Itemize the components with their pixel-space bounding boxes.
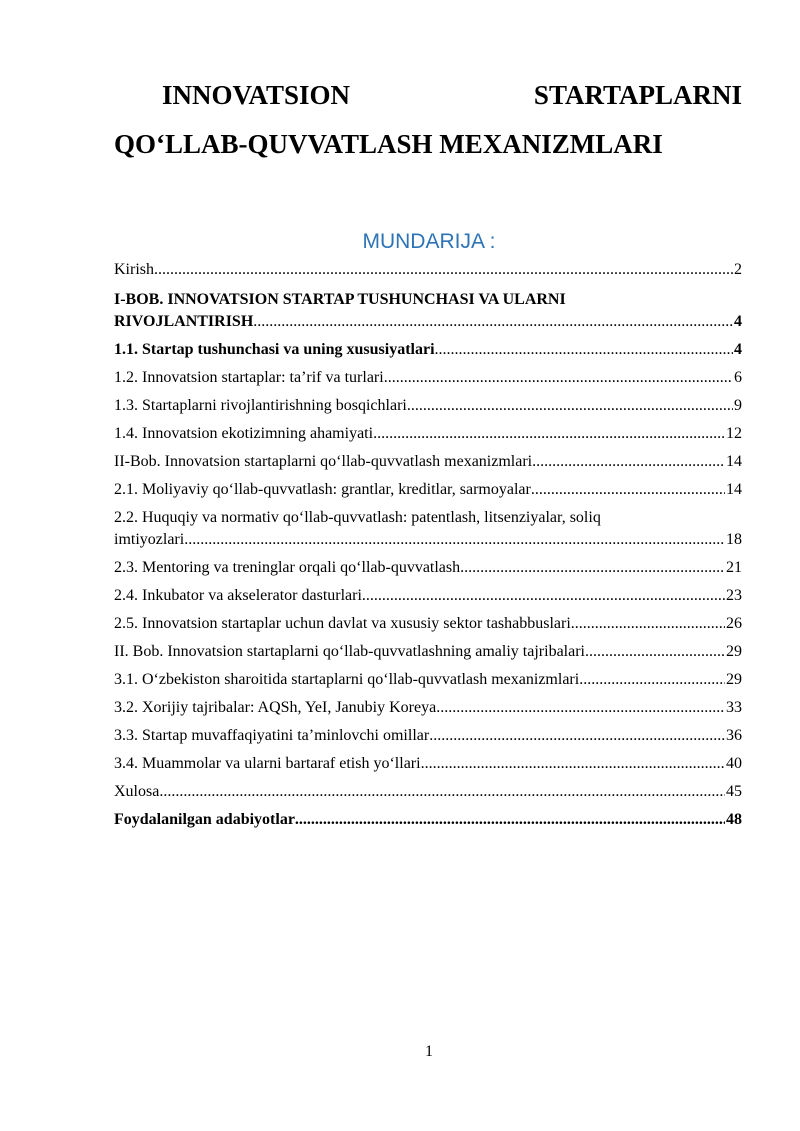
toc-entry-title: 1.2. Innovatsion startaplar: ta’rif va turlari xyxy=(114,369,384,386)
document-title-line-2: QO‘LLAB-QUVVATLASH MEXANIZMLARI xyxy=(114,129,663,159)
toc-entry-title: imtiyozlari xyxy=(114,531,185,548)
toc-entry-title: 3.1. O‘zbekiston sharoitida startaplarni qo‘llab-quvvatlash mexanizmlari xyxy=(114,671,580,688)
toc-leader-dots xyxy=(384,367,733,389)
toc-entry-title: 2.5. Innovatsion startaplar uchun davlat va xususiy sektor tashabbuslari xyxy=(114,615,571,632)
toc-entry[interactable] xyxy=(114,613,742,635)
toc-leader-dots xyxy=(436,697,725,719)
toc-entry-page: 6 xyxy=(734,369,742,386)
toc-leader-dots xyxy=(421,753,725,775)
toc-leader-dots xyxy=(531,479,725,501)
toc-entry[interactable] xyxy=(114,479,742,501)
toc-leader-dots xyxy=(585,641,725,663)
toc-leader-dots xyxy=(460,557,725,579)
title-word-left: INNOVATSION xyxy=(162,80,351,110)
toc-entry[interactable] xyxy=(114,259,742,281)
toc-leader-dots xyxy=(532,451,725,473)
toc-entry-page: 21 xyxy=(726,559,742,576)
title-word-right: STARTAPLARNI xyxy=(533,80,742,110)
toc-entry-page: 14 xyxy=(726,453,742,470)
toc-entry-title: 3.3. Startap muvaffaqiyatini ta’minlovchi omillar xyxy=(114,727,430,744)
toc-entry[interactable] xyxy=(114,809,742,831)
toc-entry-page: 18 xyxy=(726,531,742,548)
toc-leader-dots xyxy=(295,809,725,831)
toc-leader-dots xyxy=(159,781,725,803)
toc-entry-page: 26 xyxy=(726,615,742,632)
toc-entry-page: 14 xyxy=(726,481,742,498)
toc-entry-title: RIVOJLANTIRISH xyxy=(114,313,254,330)
toc-entry[interactable] xyxy=(114,725,742,747)
toc-entry-title-line1: 2.2. Huquqiy va normativ qo‘llab-quvvatlash: patentlash, litsenziyalar, soliq xyxy=(114,509,601,526)
toc-entry[interactable] xyxy=(114,669,742,691)
toc-entry[interactable] xyxy=(114,585,742,607)
toc-entry-title: 2.1. Moliyaviy qo‘llab-quvvatlash: grantlar, kreditlar, sarmoyalar xyxy=(114,481,531,498)
toc-entry-title: II-Bob. Innovatsion startaplarni qo‘llab-quvvatlash mexanizmlari xyxy=(114,453,533,470)
toc-entry-title: 2.4. Inkubator va akselerator dasturlari xyxy=(114,587,362,604)
toc-entry-page: 40 xyxy=(726,755,742,772)
toc-entry-page: 23 xyxy=(726,587,742,604)
toc-entry-title: Xulosa xyxy=(114,783,160,800)
toc-entry[interactable] xyxy=(114,697,742,719)
toc-entry-page: 29 xyxy=(726,643,742,660)
toc-leader-dots xyxy=(579,669,725,691)
toc-entry-page: 4 xyxy=(734,341,742,358)
table-of-contents xyxy=(114,259,742,831)
toc-entry-page: 9 xyxy=(734,397,742,414)
toc-leader-dots xyxy=(154,259,733,281)
toc-entry-title: 1.4. Innovatsion ekotizimning ahamiyati xyxy=(114,425,374,442)
toc-heading: MUNDARIJA : xyxy=(362,230,496,253)
toc-entry-title: 1.3. Startaplarni rivojlantirishning bosqichlari xyxy=(114,397,407,414)
toc-entry[interactable] xyxy=(114,451,742,473)
toc-leader-dots xyxy=(362,585,725,607)
toc-leader-dots xyxy=(435,339,733,361)
toc-entry-page: 29 xyxy=(726,671,742,688)
toc-entry[interactable] xyxy=(114,395,742,417)
toc-entry-title: 1.1. Startap tushunchasi va uning xususiyatlari xyxy=(114,341,435,358)
toc-entry[interactable] xyxy=(114,781,742,803)
toc-entry-page: 12 xyxy=(726,425,742,442)
toc-leader-dots xyxy=(373,423,725,445)
toc-entry[interactable] xyxy=(114,641,742,663)
toc-leader-dots xyxy=(571,613,725,635)
toc-entry[interactable] xyxy=(114,289,742,333)
document-title-line-1 xyxy=(114,82,742,109)
toc-entry-title: II. Bob. Innovatsion startaplarni qo‘llab-quvvatlashning amaliy tajribalari xyxy=(114,643,585,660)
toc-entry-page: 48 xyxy=(726,811,742,828)
toc-leader-dots xyxy=(407,395,733,417)
toc-entry-page: 45 xyxy=(726,783,742,800)
toc-entry[interactable] xyxy=(114,507,742,551)
page-number: 1 xyxy=(425,1043,433,1060)
toc-entry-title: Foydalanilgan adabiyotlar xyxy=(114,811,295,828)
toc-entry-page: 33 xyxy=(726,699,742,716)
toc-leader-dots xyxy=(429,725,725,747)
toc-entry[interactable] xyxy=(114,753,742,775)
toc-leader-dots xyxy=(253,311,733,333)
toc-entry-page: 2 xyxy=(734,261,742,278)
toc-entry-page: 36 xyxy=(726,727,742,744)
toc-entry[interactable] xyxy=(114,423,742,445)
toc-entry[interactable] xyxy=(114,339,742,361)
toc-entry-page: 4 xyxy=(734,313,742,330)
toc-entry-title: 3.2. Xorijiy tajribalar: AQSh, YeI, Janubiy Koreya xyxy=(114,699,437,716)
toc-entry-title-line1: I-BOB. INNOVATSION STARTAP TUSHUNCHASI VA ULARNI xyxy=(114,291,566,308)
toc-entry-title: 2.3. Mentoring va treninglar orqali qo‘llab-quvvatlash xyxy=(114,559,461,576)
toc-leader-dots xyxy=(184,529,725,551)
toc-entry-title: 3.4. Muammolar va ularni bartaraf etish yo‘llari xyxy=(114,755,421,772)
toc-entry[interactable] xyxy=(114,557,742,579)
toc-entry[interactable] xyxy=(114,367,742,389)
toc-entry-title: Kirish xyxy=(114,261,154,278)
